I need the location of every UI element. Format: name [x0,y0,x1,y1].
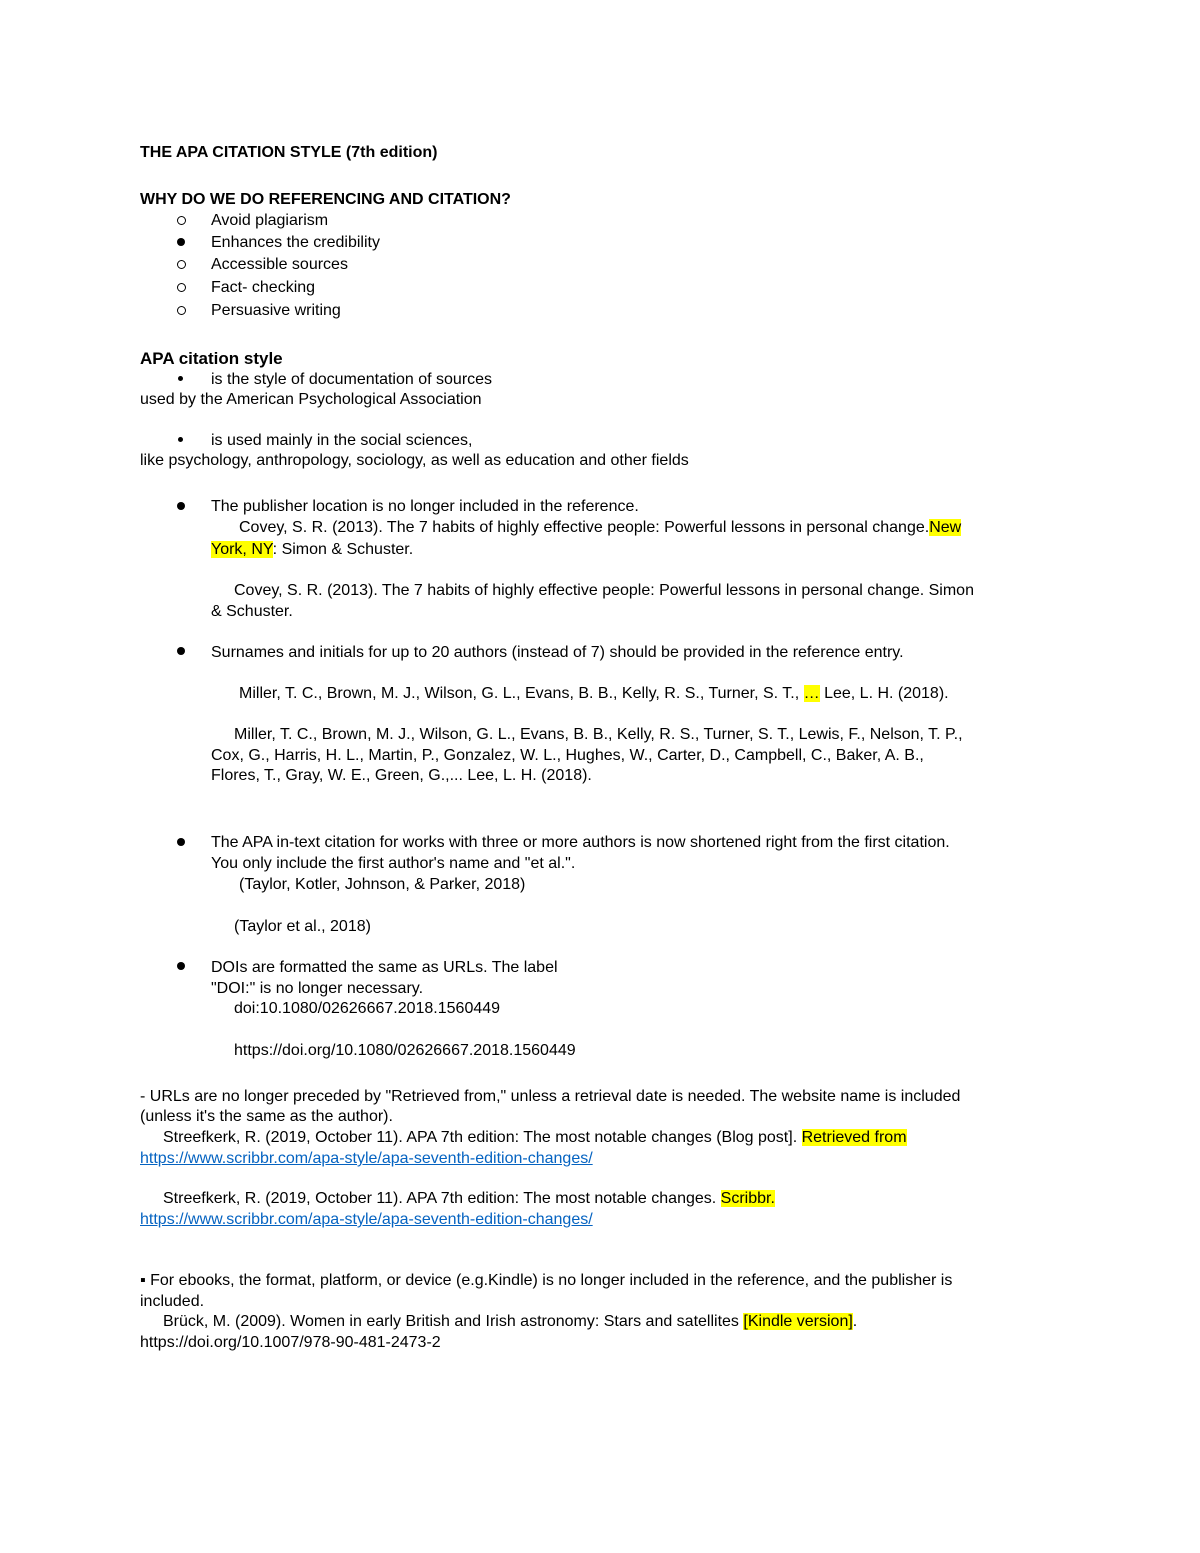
urls-old-ref: Streefkerk, R. (2019, October 11). APA 7th edition: The most notable changes (Blog post]. Retrieved from [163,1129,907,1146]
authors-new-ref-line1: Miller, T. C., Brown, M. J., Wilson, G. L., Evans, B. B., Kelly, R. S., Turner, S. T., Lewis, F., Nelson, T. P., [234,726,963,743]
why-item: Enhances the credibility [211,234,380,251]
apa-point-1a: is the style of documentation of sources [211,371,493,388]
doi-old-example: doi:10.1080/02626667.2018.1560449 [234,1000,501,1017]
authors-text: Surnames and initials for up to 20 authors (instead of 7) should be provided in the reference entry. [211,644,904,661]
ebooks-ref-line1: Brück, M. (2009). Women in early British and Irish astronomy: Stars and satellites [Kindle version]. [163,1313,858,1330]
doi-new-example: https://doi.org/10.1080/02626667.2018.1560449 [234,1042,576,1059]
intext-text-line1: The APA in-text citation for works with three or more authors is now shortened right from the first citation. [211,834,950,851]
apa-heading: APA citation style [140,349,283,368]
bullet-icon [177,238,185,246]
bullet-icon [177,647,185,655]
publisher-old-ref-line2: York, NY: Simon & Schuster. [211,541,414,558]
highlight: New [929,519,962,536]
circle-bullet-icon [177,306,186,315]
doi-text-line1: DOIs are formatted the same as URLs. The label [211,959,558,976]
highlight: Retrieved from [801,1129,907,1146]
intext-old-example: (Taylor, Kotler, Johnson, & Parker, 2018) [239,876,526,893]
intext-new-example: (Taylor et al., 2018) [234,918,371,935]
scribbr-link[interactable]: https://www.scribbr.com/apa-style/apa-seventh-edition-changes/ [140,1211,593,1228]
circle-bullet-icon [177,216,186,225]
authors-old-ref: Miller, T. C., Brown, M. J., Wilson, G. L., Evans, B. B., Kelly, R. S., Turner, S. T., … Lee, L. H. (2018). [239,685,949,702]
apa-point-2b: like psychology, anthropology, sociology, as well as education and other fields [140,452,689,469]
why-heading: WHY DO WE DO REFERENCING AND CITATION? [140,191,511,208]
highlight: Scribbr. [720,1190,775,1207]
highlight: [Kindle version] [743,1313,853,1330]
doi-text-line2: "DOI:" is no longer necessary. [211,980,424,997]
publisher-text: The publisher location is no longer included in the reference. [211,498,639,515]
small-bullet-icon [178,437,183,442]
why-item: Accessible sources [211,256,348,273]
small-bullet-icon [178,376,183,381]
circle-bullet-icon [177,260,186,269]
scribbr-link[interactable]: https://www.scribbr.com/apa-style/apa-seventh-edition-changes/ [140,1150,593,1167]
urls-new-ref: Streefkerk, R. (2019, October 11). APA 7th edition: The most notable changes. Scribbr. [163,1190,775,1207]
ebooks-ref-line2: https://doi.org/10.1007/978-90-481-2473-2 [140,1334,441,1351]
apa-point-1b: used by the American Psychological Association [140,391,482,408]
bullet-icon [177,962,185,970]
highlight: … [803,685,820,702]
bullet-icon [177,838,185,846]
authors-new-ref-line2: Cox, G., Harris, H. L., Martin, P., Gonzalez, W. L., Hughes, W., Carter, D., Campbell, C., Baker, A. B., [211,747,924,764]
why-item: Avoid plagiarism [211,212,329,229]
publisher-old-ref-line1: Covey, S. R. (2013). The 7 habits of highly effective people: Powerful lessons in personal change.New [239,519,962,536]
publisher-new-ref-line1: Covey, S. R. (2013). The 7 habits of highly effective people: Powerful lessons in personal change. Simon [234,582,974,599]
urls-text-line1: - URLs are no longer preceded by "Retrieved from," unless a retrieval date is needed. The website name is included [140,1088,961,1105]
urls-text-line2: (unless it's the same as the author). [140,1108,393,1125]
highlight: York, NY [211,541,273,558]
authors-new-ref-line3: Flores, T., Gray, W. E., Green, G.,... Lee, L. H. (2018). [211,767,592,784]
circle-bullet-icon [177,283,186,292]
ebooks-text-line1: ▪ For ebooks, the format, platform, or device (e.g.Kindle) is no longer included in the reference, and the publisher is [140,1272,953,1289]
publisher-new-ref-line2: & Schuster. [211,603,293,620]
bullet-icon [177,502,185,510]
document-title: THE APA CITATION STYLE (7th edition) [140,144,438,161]
apa-point-2a: is used mainly in the social sciences, [211,432,473,449]
why-item: Persuasive writing [211,302,341,319]
ebooks-text-line2: included. [140,1293,205,1310]
intext-text-line2: You only include the first author's name and "et al.". [211,855,576,872]
why-item: Fact- checking [211,279,316,296]
